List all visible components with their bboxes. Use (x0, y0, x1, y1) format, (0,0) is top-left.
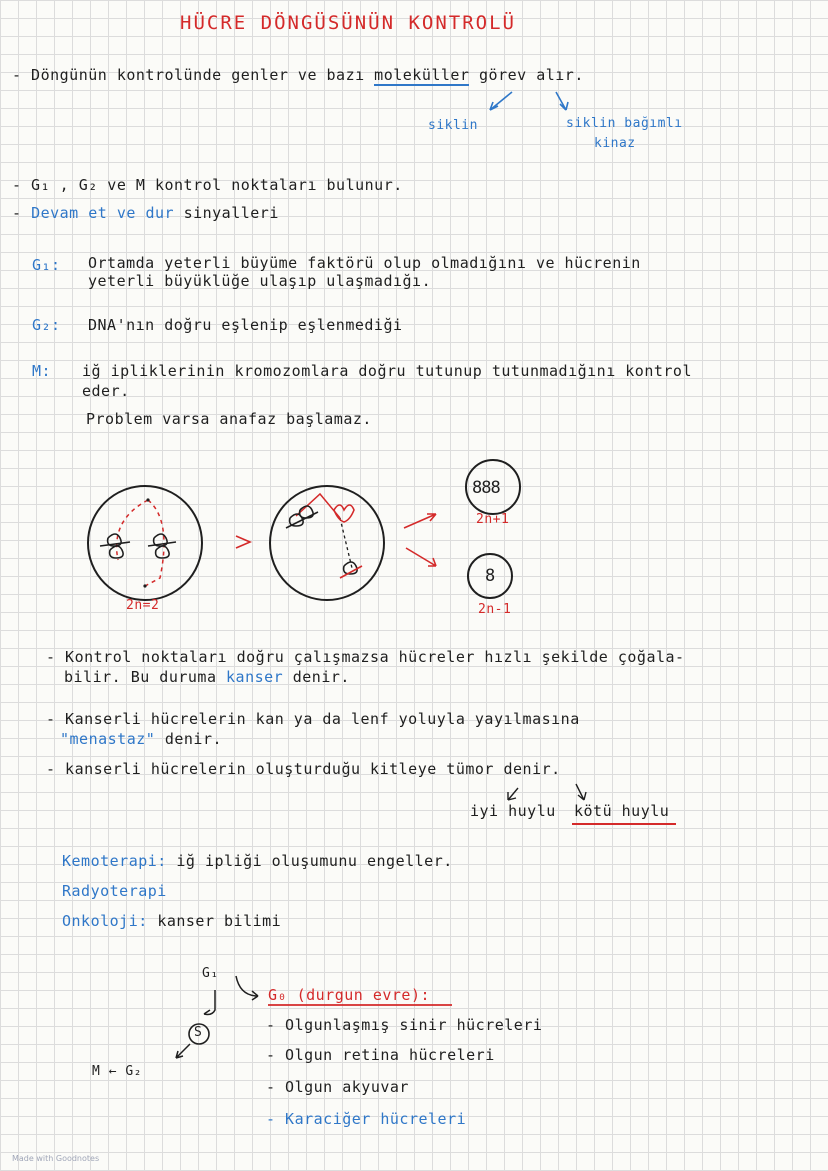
g0-item-1: - Olgunlaşmış sinir hücreleri (266, 1016, 543, 1034)
tumor-arrow-left-icon (508, 788, 518, 800)
para2-l2b: denir. (164, 730, 223, 748)
metastaz-word: "menastaz" (60, 730, 156, 748)
g0-item-4: - Karaciğer hücreleri (266, 1110, 467, 1128)
onkoloji-text: kanser bilimi (157, 912, 282, 930)
para3-line1: - kanserli hücrelerin oluşturduğu kitleye tümor denir. (46, 760, 561, 778)
cycle-s: S (194, 1025, 203, 1040)
tumor-arrow-right-icon (576, 784, 586, 800)
arrow-to-kinaz-icon (556, 92, 568, 110)
goodnotes-watermark: Made with Goodnotes (12, 1154, 100, 1163)
spindle-left (117, 500, 148, 560)
onkoloji-label: Onkoloji: (62, 912, 148, 930)
label-2n-2: 2n=2 (126, 598, 160, 613)
molecules-word: moleküller (374, 66, 470, 84)
g0-item-2: - Olgun retina hücreleri (266, 1046, 495, 1064)
g2-text: DNA'nın doğru eşlenip eşlenmediği (88, 316, 403, 334)
branch-siklin: siklin (428, 118, 478, 133)
para1-l2c: denir. (292, 668, 350, 686)
para1-line2 (64, 668, 350, 686)
arrow-down-icon (406, 548, 436, 566)
m-text-2: eder. (82, 382, 130, 400)
branch-siklin-bagimli: siklin bağımlı (566, 116, 683, 131)
m-label: M: (32, 362, 52, 380)
g1-label: G₁: (32, 256, 61, 274)
cycle-g2: G₂ (125, 1064, 142, 1079)
kemoterapi-label: Kemoterapi: (62, 852, 167, 870)
branch-kinaz: kinaz (594, 136, 636, 151)
malign-label: kötü huylu (574, 802, 670, 820)
radyoterapi-label: Radyoterapi (62, 882, 167, 900)
cycle-m: M (92, 1064, 101, 1079)
arrow-to-siklin-icon (490, 92, 512, 110)
line1-rest: görev alır. (479, 66, 584, 84)
dash: - (12, 204, 22, 222)
para2-line1: - Kanserli hücrelerin kan ya da lenf yoluyla yayılmasına (46, 710, 580, 728)
g1-text-2: yeterli büyüklüğe ulaşıp ulaşmadığı. (88, 272, 432, 290)
benign-label: iyi huylu (470, 802, 556, 820)
g0-item-3: - Olgun akyuvar (266, 1078, 409, 1096)
para1-l2a: bilir. Bu duruma (64, 668, 217, 686)
line1-text: - Döngünün kontrolünde genler ve bazı (12, 66, 365, 84)
page-title: HÜCRE DÖNGÜSÜNÜN KONTROLÜ (180, 12, 516, 34)
g0-title: G₀ (durgun evre): (268, 986, 431, 1004)
g2-label: G₂: (32, 316, 61, 334)
chromosome-pair-1-icon (100, 534, 130, 558)
spindle-3 (340, 518, 352, 568)
devam-et: Devam et (31, 204, 108, 222)
sinyaller-word: sinyalleri (183, 204, 279, 222)
monosomy-glyph: 8 (485, 566, 496, 586)
trisomy-glyph: 888 (472, 478, 500, 498)
kanser-word: kanser (226, 668, 284, 686)
g1-to-g0-arrow-icon (236, 976, 258, 1000)
s-to-g2-arrow-icon (176, 1044, 190, 1058)
para1-line1: - Kontrol noktaları doğru çalışmazsa hücreler hızlı şekilde çoğala- (46, 648, 685, 666)
arrow-up-icon (404, 514, 436, 528)
para2-line2 (60, 730, 222, 748)
g1-text-1: Ortamda yeterli büyüme faktörü olup olmadığını ve hücrenin (88, 254, 641, 272)
arrow-right-icon (236, 536, 250, 548)
parent-cell (88, 486, 202, 600)
cycle-m-g2: M ← G₂ (92, 1064, 142, 1079)
chromosome-pair-2-icon (148, 534, 176, 558)
label-2n-plus-1: 2n+1 (476, 512, 510, 527)
g1-to-s-arrow-icon (204, 990, 215, 1015)
onkoloji-line (62, 912, 281, 930)
spindle-2 (296, 494, 340, 518)
dur-word: dur (145, 204, 175, 222)
kemoterapi-line (62, 852, 453, 870)
kemoterapi-text: iğ ipliği oluşumunu engeller. (176, 852, 453, 870)
checkpoints-line: - G₁ , G₂ ve M kontrol noktaları bulunur. (12, 176, 403, 194)
m-text-3: Problem varsa anafaz başlamaz. (86, 410, 372, 428)
chromosome-cluster-icon (286, 505, 354, 528)
m-text-1: iğ ipliklerinin kromozomlara doğru tutunup tutunmadığını kontrol (82, 362, 692, 380)
ve-word: ve (116, 204, 136, 222)
label-2n-minus-1: 2n-1 (478, 602, 512, 617)
cycle-g1: G₁ (202, 966, 219, 981)
lagging-chromosome-icon (340, 562, 362, 578)
